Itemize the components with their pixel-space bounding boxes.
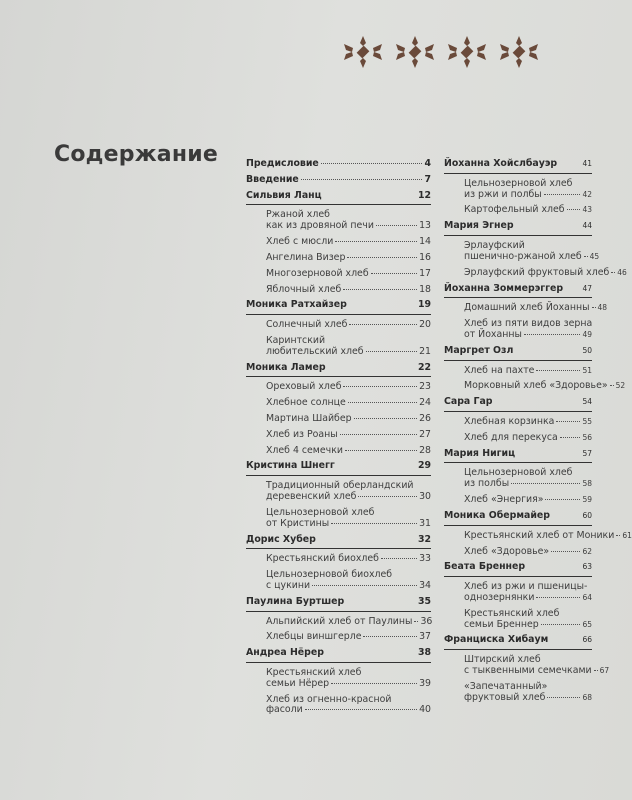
toc-author-entry[interactable] <box>246 461 431 476</box>
dot-leader <box>349 324 417 325</box>
toc-entry-text: Ржаной хлеб <box>266 209 330 221</box>
toc-recipe-entry[interactable] <box>444 433 592 444</box>
toc-recipe-entry[interactable] <box>246 336 431 358</box>
toc-author-entry[interactable] <box>246 597 431 612</box>
dot-leader <box>371 273 417 274</box>
dot-leader <box>541 624 581 625</box>
toc-page-number: 22 <box>417 361 431 373</box>
toc-entry-text: Цельнозерновой хлеб <box>266 506 375 518</box>
dot-leader <box>584 256 588 257</box>
toc-entry-text: из ржи и полбы <box>464 188 542 200</box>
dot-leader <box>347 257 417 258</box>
toc-page-number: 21 <box>419 345 431 357</box>
toc-recipe-entry[interactable] <box>444 240 600 263</box>
toc-entry-text: Сара Гар <box>444 396 493 408</box>
toc-entry-text: Хлебное солнце <box>266 397 346 409</box>
toc-entry-text: как из дровяной печи <box>266 220 374 232</box>
toc-recipe-entry[interactable] <box>444 380 626 392</box>
toc-recipe-entry[interactable] <box>444 468 592 490</box>
toc-entry-text: Домашний хлеб Йоханны <box>464 302 590 314</box>
dot-leader <box>381 558 417 559</box>
toc-entry-text: Хлеб с мюсли <box>266 236 334 248</box>
dot-leader <box>340 434 417 435</box>
floral-ornament-icon <box>496 34 542 70</box>
dot-leader <box>335 241 417 242</box>
toc-recipe-entry[interactable] <box>444 654 610 677</box>
toc-entry-text: Традиционный оберландский <box>266 480 414 492</box>
toc-recipe-entry[interactable] <box>246 632 431 643</box>
toc-recipe-entry[interactable] <box>246 617 431 628</box>
toc-page-number: 40 <box>419 704 431 716</box>
dot-leader <box>363 636 417 637</box>
toc-recipe-entry[interactable] <box>444 682 592 704</box>
dot-leader <box>611 272 615 273</box>
toc-recipe-entry[interactable] <box>444 179 592 201</box>
toc-recipe-entry[interactable] <box>246 269 431 280</box>
dot-leader <box>544 194 581 195</box>
toc-recipe-entry[interactable] <box>246 414 431 425</box>
toc-entry-text: Цельнозерновой хлеб <box>464 467 573 479</box>
toc-page-number: 44 <box>582 221 592 231</box>
toc-page-number: 29 <box>417 460 431 472</box>
toc-author-entry[interactable] <box>444 511 592 526</box>
toc-page-number: 50 <box>582 345 592 355</box>
toc-recipe-entry[interactable] <box>246 382 431 393</box>
toc-entry-text: Крестьянский биохлеб <box>266 553 379 565</box>
toc-recipe-entry[interactable] <box>246 210 431 232</box>
toc-page-number: 48 <box>597 303 608 313</box>
toc-entry-text: Эрлауфский <box>464 240 525 252</box>
toc-recipe-entry[interactable] <box>444 547 592 558</box>
dot-leader <box>536 370 580 371</box>
toc-recipe-entry[interactable] <box>444 495 592 506</box>
toc-entry-text: Хлеб из ржи и пшеницы- <box>464 581 588 593</box>
toc-entry-text: Мария Нигиц <box>444 447 516 459</box>
toc-entry-text: Хлеб 4 семечки <box>266 444 343 456</box>
toc-recipe-entry[interactable] <box>444 529 632 542</box>
toc-page-number: 45 <box>589 251 600 261</box>
dot-leader <box>321 163 423 164</box>
toc-page-number: 26 <box>419 413 431 424</box>
dot-leader <box>345 450 417 451</box>
toc-page-number: 24 <box>419 397 431 409</box>
toc-page-number: 47 <box>582 283 592 293</box>
toc-section-entry[interactable] <box>246 175 431 186</box>
toc-author-entry[interactable] <box>444 221 592 236</box>
toc-recipe-entry[interactable] <box>444 205 592 216</box>
toc-page-number: 68 <box>582 692 592 702</box>
dot-leader <box>610 385 614 386</box>
toc-author-entry[interactable] <box>444 562 592 577</box>
toc-entry-text: от Кристины <box>266 517 330 529</box>
toc-entry-text: семьи Нёрер <box>266 677 330 689</box>
toc-recipe-entry[interactable] <box>246 446 431 457</box>
dot-leader <box>592 307 596 308</box>
toc-page-number: 17 <box>419 267 431 279</box>
toc-entry-text: Хлеб «Энергия» <box>464 494 544 506</box>
dot-leader <box>366 351 417 352</box>
toc-page-number: 55 <box>582 417 592 426</box>
toc-recipe-entry[interactable] <box>246 508 431 530</box>
toc-entry-text: однозернянки <box>464 591 535 603</box>
toc-author-entry[interactable] <box>246 648 431 663</box>
toc-entry-text: Альпийский хлеб от Паулины <box>266 615 413 627</box>
toc-recipe-entry[interactable] <box>444 582 592 604</box>
toc-recipe-entry[interactable] <box>444 266 627 279</box>
toc-entry-text: Паулина Буртшер <box>246 595 345 607</box>
toc-page-number: 34 <box>419 579 431 591</box>
dot-leader <box>594 670 598 671</box>
toc-author-entry[interactable] <box>444 635 592 650</box>
toc-page-number: 61 <box>622 530 632 540</box>
toc-page-number: 12 <box>417 189 431 201</box>
toc-entry-text: деревенский хлеб <box>266 491 357 503</box>
toc-entry-text: Крестьянский хлеб от Моники <box>464 529 615 541</box>
toc-entry-text: Мария Эгнер <box>444 220 514 232</box>
toc-entry-text: Хлебцы виншгерле <box>266 631 362 643</box>
toc-recipe-entry[interactable] <box>246 554 431 565</box>
toc-entry-text: фасоли <box>266 704 303 716</box>
toc-page-number: 56 <box>582 432 592 442</box>
toc-author-entry[interactable] <box>444 284 592 299</box>
toc-entry-text: Многозерновой хлеб <box>266 267 369 279</box>
toc-recipe-entry[interactable] <box>444 417 592 428</box>
toc-entry-text: Эрлауфский фруктовый хлеб <box>464 266 610 278</box>
toc-page-number: 19 <box>417 299 431 311</box>
toc-page-number: 27 <box>419 428 431 440</box>
toc-page-number: 30 <box>419 491 431 503</box>
toc-recipe-entry[interactable] <box>246 481 431 503</box>
toc-author-entry[interactable] <box>246 363 431 378</box>
toc-entry-text: Морковный хлеб «Здоровье» <box>464 380 608 392</box>
floral-ornament-icon <box>392 34 438 70</box>
dot-leader <box>312 585 417 586</box>
toc-entry-text: Ангелина Визер <box>266 251 346 263</box>
dot-leader <box>358 496 417 497</box>
toc-author-entry[interactable] <box>246 535 431 550</box>
dot-leader <box>301 179 423 180</box>
toc-entry-text: Сильвия Ланц <box>246 189 322 201</box>
toc-recipe-entry[interactable] <box>246 398 431 409</box>
toc-author-entry[interactable] <box>444 397 592 412</box>
toc-page-number: 60 <box>582 510 592 520</box>
toc-entry-text: Введение <box>246 173 299 185</box>
toc-page-number: 43 <box>582 205 592 215</box>
dot-leader <box>536 597 580 598</box>
toc-entry-text: пшенично-ржаной хлеб <box>464 250 582 262</box>
toc-page-number: 66 <box>582 635 592 645</box>
toc-entry-text: Хлебная корзинка <box>464 416 555 427</box>
toc-page-number: 23 <box>419 381 431 393</box>
dot-leader <box>343 386 417 387</box>
toc-entry-text: Йоханна Зоммерэггер <box>444 282 564 294</box>
toc-recipe-entry[interactable] <box>444 302 608 314</box>
dot-leader <box>524 334 581 335</box>
toc-page-number: 64 <box>582 592 592 602</box>
page-title: Содержание <box>54 142 218 167</box>
toc-entry-text: Франциска Хибаум <box>444 634 549 646</box>
toc-entry-text: Моника Ратхайзер <box>246 299 347 311</box>
toc-entry-text: с тыквенными семечками <box>464 665 592 676</box>
toc-page-number: 18 <box>419 283 431 295</box>
toc-page-number: 49 <box>582 329 592 339</box>
toc-page-number: 63 <box>582 562 592 572</box>
toc-page-number: 41 <box>582 159 592 168</box>
toc-page-number: 13 <box>419 220 431 232</box>
toc-entry-text: Хлеб из Роаны <box>266 428 338 440</box>
toc-page-number: 33 <box>419 553 431 565</box>
dot-leader <box>331 683 417 684</box>
toc-entry-text: Моника Ламер <box>246 361 326 373</box>
toc-recipe-entry[interactable] <box>246 285 431 296</box>
toc-entry-text: Ореховый хлеб <box>266 381 342 393</box>
toc-recipe-entry[interactable] <box>444 609 592 631</box>
toc-page-number: 31 <box>419 517 431 529</box>
dot-leader <box>616 535 620 536</box>
toc-entry-text: Солнечный хлеб <box>266 319 348 331</box>
toc-page-number: 52 <box>615 381 626 391</box>
dot-leader <box>354 418 418 419</box>
toc-author-entry[interactable] <box>246 191 431 206</box>
toc-page-number: 28 <box>419 444 431 456</box>
floral-ornament-icon <box>444 34 490 70</box>
toc-entry-text: Беата Бреннер <box>444 561 526 573</box>
toc-entry-text: «Запечатанный» <box>464 680 548 692</box>
toc-page-number: 59 <box>582 495 592 505</box>
toc-entry-text: Йоханна Хойслбауэр <box>444 158 558 169</box>
dot-leader <box>560 437 581 438</box>
toc-page-number: 7 <box>424 173 431 185</box>
decorative-ornament <box>340 34 542 70</box>
toc-recipe-entry[interactable] <box>246 237 431 248</box>
toc-page-number: 16 <box>419 251 431 263</box>
dot-leader <box>348 402 417 403</box>
toc-entry-text: фруктовый хлеб <box>464 691 546 703</box>
toc-recipe-entry[interactable] <box>246 320 431 331</box>
toc-entry-text: от Йоханны <box>464 328 522 340</box>
toc-page-number: 54 <box>582 397 592 407</box>
toc-recipe-entry[interactable] <box>444 319 592 341</box>
toc-page-number: 57 <box>582 448 592 458</box>
toc-entry-text: Хлеб на пахте <box>464 364 535 376</box>
toc-entry-text: Хлеб «Здоровье» <box>464 545 550 557</box>
dot-leader <box>331 523 417 524</box>
toc-entry-text: Моника Обермайер <box>444 509 550 521</box>
dot-leader <box>545 499 580 500</box>
dot-leader <box>305 709 417 710</box>
toc-entry-text: Хлеб для перекуса <box>464 431 558 443</box>
toc-author-entry[interactable] <box>444 159 592 174</box>
toc-entry-text: Дорис Хубер <box>246 533 316 545</box>
toc-entry-text: Картофельный хлеб <box>464 204 565 216</box>
toc-page-number: 39 <box>419 677 431 689</box>
toc-column-right <box>444 154 632 703</box>
toc-recipe-entry[interactable] <box>246 570 431 592</box>
toc-page-number: 14 <box>419 236 431 248</box>
toc-page-number: 36 <box>420 615 433 627</box>
toc-page-number: 32 <box>417 533 431 545</box>
toc-author-entry[interactable] <box>444 346 592 361</box>
toc-entry-text: Яблочный хлеб <box>266 283 342 295</box>
dot-leader <box>567 209 581 210</box>
toc-page-number: 65 <box>582 619 592 629</box>
toc-page-number: 35 <box>417 595 431 607</box>
toc-recipe-entry[interactable] <box>246 430 431 441</box>
toc-entry-text: Мартина Шайбер <box>266 413 352 424</box>
toc-page-number: 38 <box>417 647 431 659</box>
toc-entry-text: Андреа Нёрер <box>246 647 324 659</box>
toc-page-number: 67 <box>599 666 610 675</box>
toc-entry-text: Штирский хлеб <box>464 654 541 666</box>
toc-recipe-entry[interactable] <box>444 366 592 377</box>
toc-entry-text: Крестьянский хлеб <box>464 607 560 619</box>
toc-author-entry[interactable] <box>444 449 592 464</box>
toc-recipe-entry[interactable] <box>246 253 431 264</box>
dot-leader <box>551 551 580 552</box>
toc-author-entry[interactable] <box>246 300 431 315</box>
toc-entry-text: любительский хлеб <box>266 345 364 357</box>
toc-entry-text: Цельнозерновой биохлеб <box>266 569 393 581</box>
toc-entry-text: Маргрет Озл <box>444 344 514 356</box>
dot-leader <box>376 225 417 226</box>
toc-section-entry[interactable] <box>246 159 431 170</box>
toc-page-number: 46 <box>617 267 627 277</box>
toc-page-number: 62 <box>582 546 592 556</box>
toc-recipe-entry[interactable] <box>246 668 431 690</box>
floral-ornament-icon <box>340 34 386 70</box>
toc-entry-text: с цукини <box>266 579 311 591</box>
toc-page-number: 4 <box>424 158 431 169</box>
toc-entry-text: Кристина Шнегг <box>246 460 335 472</box>
dot-leader <box>547 697 580 698</box>
toc-entry-text: Крестьянский хлеб <box>266 667 362 678</box>
dot-leader <box>343 289 417 290</box>
toc-entry-text: из полбы <box>464 478 510 490</box>
toc-entry-text: Цельнозерновой хлеб <box>464 177 573 189</box>
dot-leader <box>556 421 580 422</box>
dot-leader <box>414 621 418 622</box>
toc-page-number: 20 <box>419 319 431 331</box>
toc-entry-text: Хлеб из огненно-красной <box>266 693 392 705</box>
toc-page-number: 42 <box>582 189 592 199</box>
toc-entry-text: Каринтский <box>266 334 326 346</box>
toc-column-left <box>246 154 431 716</box>
toc-recipe-entry[interactable] <box>246 695 431 717</box>
toc-page-number: 37 <box>419 631 431 643</box>
toc-entry-text: Хлеб из пяти видов зерна <box>464 318 593 330</box>
toc-entry-text: Предисловие <box>246 158 319 169</box>
toc-page-number: 58 <box>582 479 592 489</box>
toc-page-number: 51 <box>582 365 592 375</box>
toc-entry-text: семьи Бреннер <box>464 618 539 630</box>
dot-leader <box>511 483 580 484</box>
